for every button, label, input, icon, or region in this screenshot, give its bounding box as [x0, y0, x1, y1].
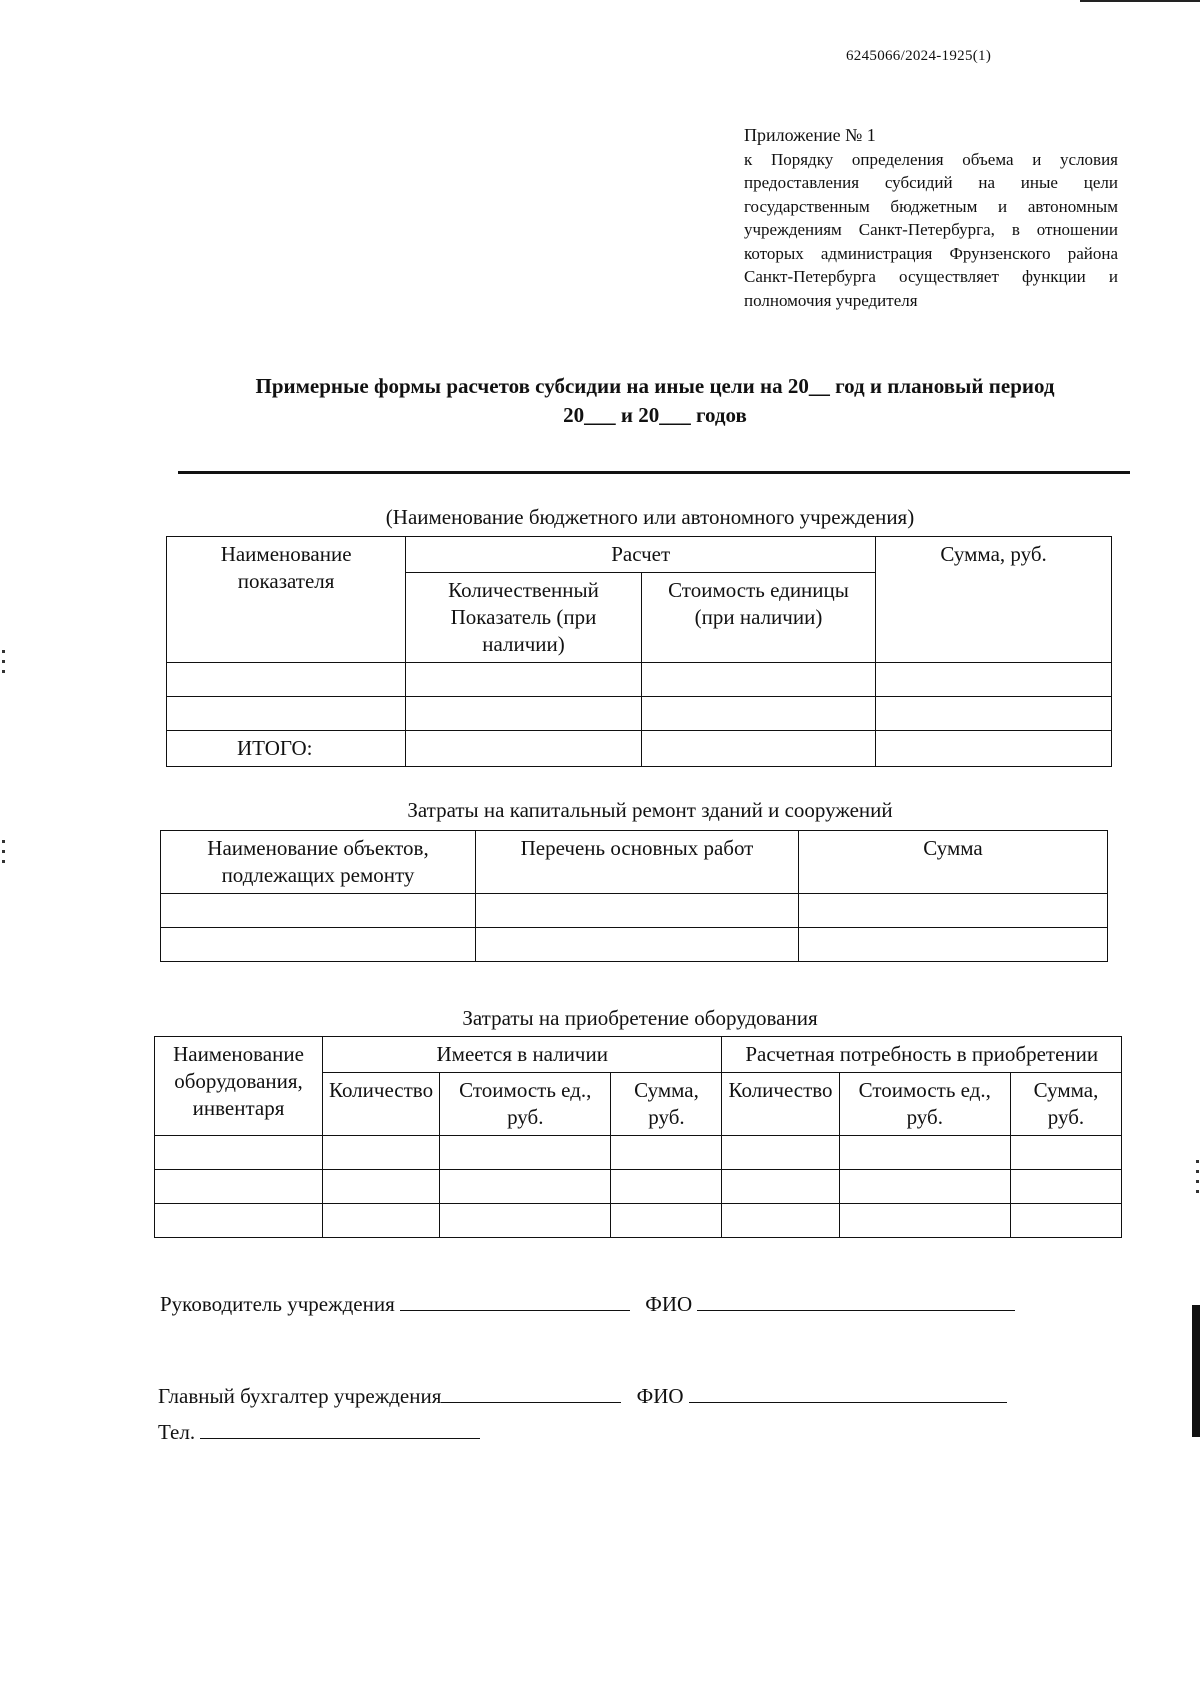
table-row — [161, 928, 1108, 962]
table-cell[interactable] — [1010, 1136, 1121, 1170]
scan-edge-line — [1080, 0, 1200, 2]
table-cell[interactable] — [611, 1170, 722, 1204]
table-cell[interactable] — [167, 663, 406, 697]
header-indicator: Наименование показателя — [167, 537, 406, 663]
header-available-cost: Стоимость ед., руб. — [440, 1073, 611, 1136]
scan-margin-marks — [1196, 1160, 1200, 1200]
table-row — [167, 697, 1112, 731]
equipment-table — [154, 1036, 1122, 1238]
table-cell[interactable] — [839, 1204, 1010, 1238]
accountant-signature-line — [158, 1380, 1007, 1409]
accountant-fio-field[interactable] — [689, 1380, 1007, 1403]
table-cell[interactable] — [406, 731, 642, 767]
table-cell[interactable] — [641, 697, 875, 731]
table-cell[interactable] — [476, 928, 799, 962]
table-cell[interactable] — [406, 663, 642, 697]
table-cell[interactable] — [876, 663, 1112, 697]
table-header-row — [155, 1037, 1122, 1073]
table-row — [155, 1204, 1122, 1238]
header-need: Расчетная потребность в приобретении — [722, 1037, 1122, 1073]
header-sum: Сумма, руб. — [876, 537, 1112, 663]
table-cell[interactable] — [476, 894, 799, 928]
table-cell[interactable] — [799, 894, 1108, 928]
header-available-qty: Количество — [323, 1073, 440, 1136]
total-label: ИТОГО: — [167, 731, 406, 767]
header-works: Перечень основных работ — [476, 831, 799, 894]
header-calculation: Расчет — [406, 537, 876, 573]
table-cell[interactable] — [799, 928, 1108, 962]
fio-label: ФИО — [645, 1292, 693, 1316]
table-cell[interactable] — [323, 1136, 440, 1170]
table-row — [155, 1170, 1122, 1204]
table-cell[interactable] — [1010, 1170, 1121, 1204]
table-cell[interactable] — [167, 697, 406, 731]
repair-caption: Затраты на капитальный ремонт зданий и сооружений — [407, 798, 893, 822]
header-unit-cost: Стоимость единицы (при наличии) — [641, 573, 875, 663]
phone-label: Тел. — [158, 1420, 196, 1444]
table-header-row — [161, 831, 1108, 894]
head-signature-line — [160, 1288, 1015, 1317]
table-header-row — [167, 537, 1112, 573]
table-cell[interactable] — [323, 1170, 440, 1204]
table-cell[interactable] — [440, 1204, 611, 1238]
table-cell[interactable] — [722, 1204, 839, 1238]
table-cell[interactable] — [611, 1136, 722, 1170]
scan-margin-marks — [2, 650, 6, 680]
table-row — [155, 1136, 1122, 1170]
header-need-sum: Сумма, руб. — [1010, 1073, 1121, 1136]
header-available-sum: Сумма, руб. — [611, 1073, 722, 1136]
total-row — [167, 731, 1112, 767]
table-cell[interactable] — [406, 697, 642, 731]
page-title-line-1: Примерные формы расчетов субсидии на иные цели на 20__ год и плановый период — [255, 374, 1055, 398]
header-quantity: Количественный Показатель (при наличии) — [406, 573, 642, 663]
appendix-block — [744, 124, 1118, 312]
phone-line — [158, 1416, 480, 1445]
table-cell[interactable] — [611, 1204, 722, 1238]
table-cell[interactable] — [155, 1204, 323, 1238]
equipment-caption: Затраты на приобретение оборудования — [462, 1006, 818, 1030]
table-cell[interactable] — [722, 1136, 839, 1170]
header-equipment-name: Наименование оборудования, инвентаря — [155, 1037, 323, 1136]
header-need-cost: Стоимость ед., руб. — [839, 1073, 1010, 1136]
table-cell[interactable] — [722, 1170, 839, 1204]
header-objects: Наименование объектов, подлежащих ремонту — [161, 831, 476, 894]
table-cell[interactable] — [161, 894, 476, 928]
table-cell[interactable] — [323, 1204, 440, 1238]
head-label: Руководитель учреждения — [160, 1292, 395, 1316]
header-available: Имеется в наличии — [323, 1037, 722, 1073]
table-cell[interactable] — [440, 1136, 611, 1170]
table-cell[interactable] — [876, 731, 1112, 767]
fio-label: ФИО — [636, 1384, 684, 1408]
calculation-table — [166, 536, 1112, 767]
scan-margin-marks — [2, 840, 6, 870]
table-cell[interactable] — [641, 663, 875, 697]
page-title — [180, 372, 1130, 430]
phone-field[interactable] — [200, 1416, 480, 1439]
appendix-text: к Порядку определения объема и условия предоставления субсидий на иные цели государственным бюджетным и автономным учреждениям Санкт-Петербурга, в отношении которых администрация Фрунзенского района Санкт-Петербурга осуществляет функции и полномочия учредителя — [744, 149, 1118, 310]
accountant-signature-field[interactable] — [441, 1380, 621, 1403]
table-cell[interactable] — [839, 1136, 1010, 1170]
appendix-title: Приложение № 1 — [744, 125, 876, 145]
accountant-label: Главный бухгалтер учреждения — [158, 1384, 442, 1408]
institution-name-line — [178, 471, 1130, 474]
head-signature-field[interactable] — [400, 1288, 630, 1311]
document-number: 6245066/2024-1925(1) — [846, 48, 992, 64]
table-cell[interactable] — [440, 1170, 611, 1204]
table-cell[interactable] — [161, 928, 476, 962]
table-cell[interactable] — [1010, 1204, 1121, 1238]
institution-caption: (Наименование бюджетного или автономного учреждения) — [385, 505, 915, 529]
header-need-qty: Количество — [722, 1073, 839, 1136]
page-title-line-2: 20___ и 20___ годов — [563, 403, 747, 427]
table-row — [161, 894, 1108, 928]
table-cell[interactable] — [155, 1170, 323, 1204]
repair-table — [160, 830, 1108, 962]
scan-edge-bar — [1192, 1305, 1200, 1437]
table-row — [167, 663, 1112, 697]
header-sum: Сумма — [799, 831, 1108, 894]
table-cell[interactable] — [155, 1136, 323, 1170]
table-cell[interactable] — [641, 731, 875, 767]
head-fio-field[interactable] — [697, 1288, 1015, 1311]
table-cell[interactable] — [839, 1170, 1010, 1204]
table-cell[interactable] — [876, 697, 1112, 731]
